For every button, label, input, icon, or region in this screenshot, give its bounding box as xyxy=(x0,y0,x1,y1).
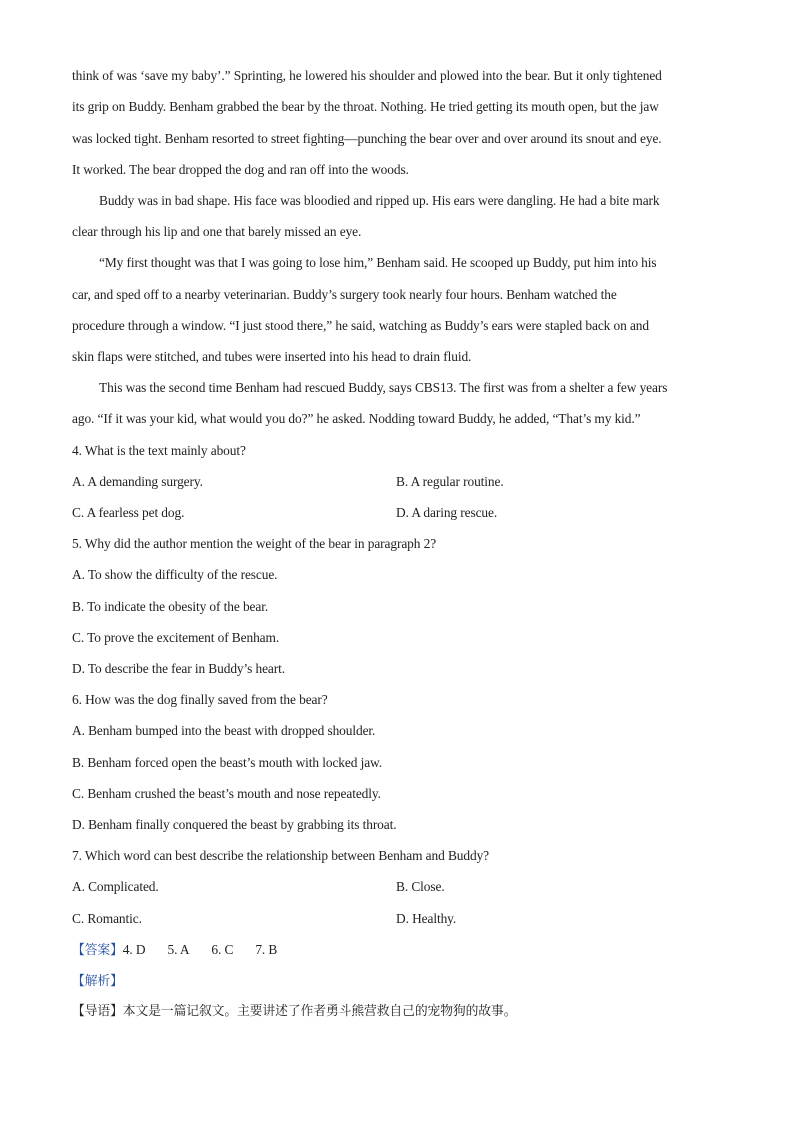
guide-text: 本文是一篇记叙文。主要讲述了作者勇斗熊营救自己的宠物狗的故事。 xyxy=(122,1004,517,1019)
passage-line: It worked. The bear dropped the dog and ran off into the woods. xyxy=(72,162,409,177)
question-option: B. A regular routine. xyxy=(396,474,504,489)
guide-label: 【导语】 xyxy=(72,1004,123,1019)
passage-line: its grip on Buddy. Benham grabbed the bear by the throat. Nothing. He tried getting its mouth open, but the jaw xyxy=(72,99,659,114)
question-option: B. Close. xyxy=(396,879,445,894)
passage-line: ago. “If it was your kid, what would you do?” he asked. Nodding toward Buddy, he added, “That’s my kid.” xyxy=(72,411,641,426)
question-stem: 7. Which word can best describe the relationship between Benham and Buddy? xyxy=(72,848,490,863)
question-option: A. Complicated. xyxy=(72,879,159,894)
passage-line: skin flaps were stitched, and tubes were inserted into his head to drain fluid. xyxy=(72,349,472,364)
answer-label: 【答案】 xyxy=(72,943,123,958)
answer-item: 6. C xyxy=(211,942,234,957)
passage-line: This was the second time Benham had rescued Buddy, says CBS13. The first was from a shelter a few years xyxy=(99,380,668,395)
guide-line xyxy=(72,1004,516,1020)
analysis-label: 【解析】 xyxy=(72,974,123,989)
question-option: B. Benham forced open the beast’s mouth with locked jaw. xyxy=(72,755,382,770)
passage-line: Buddy was in bad shape. His face was bloodied and ripped up. His ears were dangling. He had a bite mark xyxy=(99,193,660,208)
question-option: D. To describe the fear in Buddy’s heart. xyxy=(72,661,285,676)
question-option: C. Romantic. xyxy=(72,911,142,926)
passage-line: was locked tight. Benham resorted to street fighting—punching the bear over and over around its snout and eye. xyxy=(72,131,662,146)
passage-line: car, and sped off to a nearby veterinarian. Buddy’s surgery took nearly four hours. Benham watched the xyxy=(72,287,617,302)
question-option: A. To show the difficulty of the rescue. xyxy=(72,567,278,582)
question-option: A. A demanding surgery. xyxy=(72,474,203,489)
answer-item: 5. A xyxy=(167,942,190,957)
question-option: C. Benham crushed the beast’s mouth and nose repeatedly. xyxy=(72,786,381,801)
question-option: C. To prove the excitement of Benham. xyxy=(72,630,280,645)
passage-line: “My first thought was that I was going to lose him,” Benham said. He scooped up Buddy, put him into his xyxy=(99,255,657,270)
question-option: D. Benham finally conquered the beast by grabbing its throat. xyxy=(72,817,397,832)
passage-line: think of was ‘save my baby’.” Sprinting, he lowered his shoulder and plowed into the bear. But it only tightened xyxy=(72,68,662,83)
question-option: B. To indicate the obesity of the bear. xyxy=(72,599,269,614)
question-option: A. Benham bumped into the beast with dropped shoulder. xyxy=(72,723,376,738)
question-option: D. Healthy. xyxy=(396,911,457,926)
passage-line: clear through his lip and one that barely missed an eye. xyxy=(72,224,362,239)
answer-item: 4. D xyxy=(122,942,146,957)
question-stem: 5. Why did the author mention the weight of the bear in paragraph 2? xyxy=(72,536,437,551)
question-option: D. A daring rescue. xyxy=(396,505,498,520)
answer-line xyxy=(72,942,299,959)
analysis-line xyxy=(72,973,123,990)
question-stem: 4. What is the text mainly about? xyxy=(72,443,246,458)
passage-line: procedure through a window. “I just stood there,” he said, watching as Buddy’s ears were stapled back on and xyxy=(72,318,649,333)
question-option: C. A fearless pet dog. xyxy=(72,505,185,520)
question-stem: 6. How was the dog finally saved from the bear? xyxy=(72,692,328,707)
answer-item: 7. B xyxy=(255,942,278,957)
